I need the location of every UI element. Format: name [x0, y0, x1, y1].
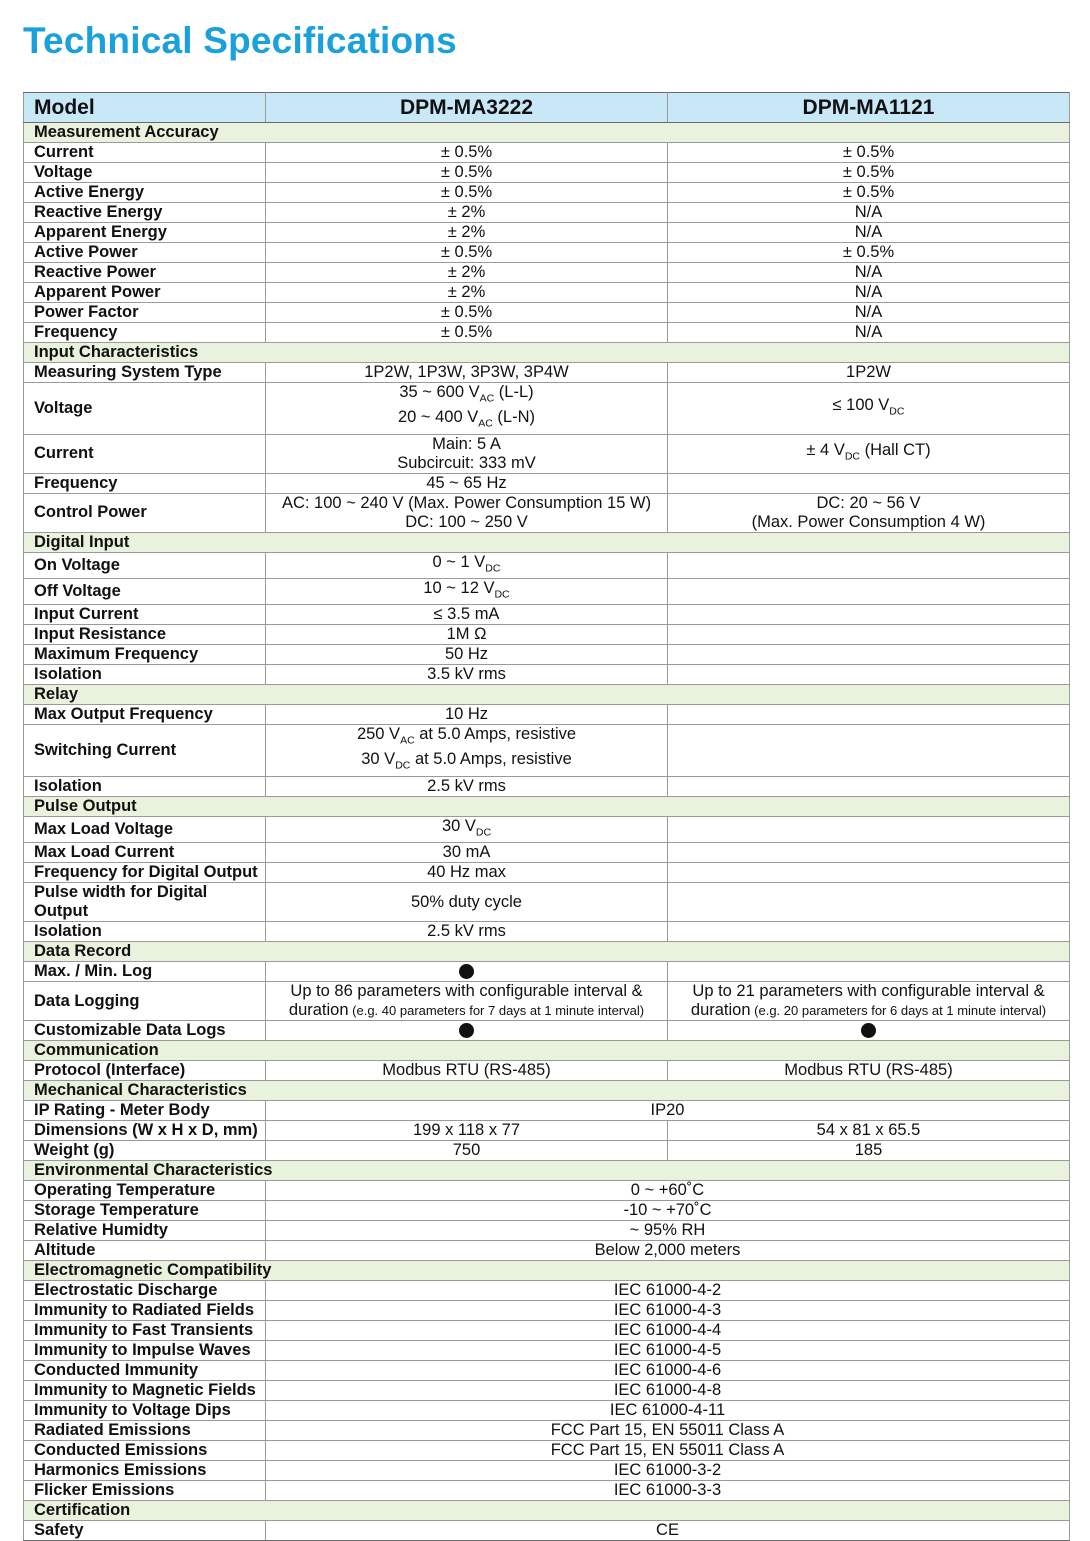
- value-model-2: [668, 843, 1070, 863]
- unit-subscript: DC: [395, 759, 411, 772]
- row-label: Power Factor: [24, 303, 266, 323]
- row-label: Measuring System Type: [24, 363, 266, 383]
- row-label: Radiated Emissions: [24, 1421, 266, 1441]
- section-mechanical: [24, 1081, 1070, 1101]
- value-model-1: 1P2W, 1P3W, 3P3W, 3P4W: [266, 363, 668, 383]
- value-model-2: [668, 473, 1070, 493]
- section-data-record: [24, 942, 1070, 962]
- row-label: Reactive Energy: [24, 203, 266, 223]
- row-label: Customizable Data Logs: [24, 1021, 266, 1041]
- row-label: Apparent Power: [24, 283, 266, 303]
- table-row: [24, 776, 1070, 796]
- row-label: Voltage: [24, 163, 266, 183]
- unit-subscript: DC: [494, 588, 510, 601]
- unit-subscript: DC: [485, 561, 501, 574]
- value-shared: IEC 61000-4-5: [266, 1341, 1070, 1361]
- row-label: Max Output Frequency: [24, 705, 266, 725]
- value-model-2: [668, 645, 1070, 665]
- table-row: [24, 552, 1070, 578]
- value-shared: IEC 61000-4-3: [266, 1301, 1070, 1321]
- row-label: Frequency: [24, 323, 266, 343]
- header-row: [24, 93, 1070, 123]
- value-model-1: ≤ 3.5 mA: [266, 605, 668, 625]
- table-row: [24, 493, 1070, 532]
- value-text: duration: [288, 1001, 349, 1020]
- table-row: [24, 843, 1070, 863]
- row-label: Current: [24, 434, 266, 473]
- value-text: 0 ~ 1 V: [432, 552, 486, 571]
- table-row: [24, 863, 1070, 883]
- row-label: Immunity to Magnetic Fields: [24, 1381, 266, 1401]
- row-label: Storage Temperature: [24, 1201, 266, 1221]
- value-model-2: [668, 552, 1070, 578]
- value-model-1: ± 0.5%: [266, 303, 668, 323]
- supported-dot-icon: [459, 1023, 474, 1038]
- table-row: [24, 1521, 1070, 1541]
- value-model-1: [266, 1021, 668, 1041]
- value-model-1: 50 Hz: [266, 645, 668, 665]
- table-row: [24, 163, 1070, 183]
- value-model-2: [668, 383, 1070, 435]
- row-label: Frequency for Digital Output: [24, 863, 266, 883]
- value-model-1: ± 2%: [266, 283, 668, 303]
- table-row: [24, 1201, 1070, 1221]
- value-model-1: ± 0.5%: [266, 243, 668, 263]
- row-label: Immunity to Impulse Waves: [24, 1341, 266, 1361]
- value-model-2: [668, 982, 1070, 1021]
- value-model-1: 30 mA: [266, 843, 668, 863]
- section-emc: [24, 1261, 1070, 1281]
- value-text: Up to 86 parameters with configurable interval &: [290, 982, 643, 1001]
- section-certification: [24, 1501, 1070, 1521]
- value-model-2: ± 0.5%: [668, 143, 1070, 163]
- table-row: [24, 578, 1070, 604]
- table-row: [24, 434, 1070, 473]
- table-row: [24, 183, 1070, 203]
- table-row: [24, 883, 1070, 922]
- value-model-1: 1M Ω: [266, 625, 668, 645]
- row-label: Apparent Energy: [24, 223, 266, 243]
- row-label: Conducted Immunity: [24, 1361, 266, 1381]
- row-label: Flicker Emissions: [24, 1481, 266, 1501]
- value-model-1: ± 0.5%: [266, 143, 668, 163]
- table-row: [24, 1121, 1070, 1141]
- value-shared: IEC 61000-3-2: [266, 1461, 1070, 1481]
- section-environmental: [24, 1161, 1070, 1181]
- table-row: [24, 1441, 1070, 1461]
- value-shared: FCC Part 15, EN 55011 Class A: [266, 1421, 1070, 1441]
- value-text: 30 V: [441, 816, 476, 835]
- value-model-1: ± 0.5%: [266, 163, 668, 183]
- table-row: [24, 605, 1070, 625]
- value-model-2: Modbus RTU (RS-485): [668, 1061, 1070, 1081]
- value-model-1: 2.5 kV rms: [266, 776, 668, 796]
- value-text: DC: 20 ~ 56 V: [816, 493, 921, 512]
- section-communication: [24, 1041, 1070, 1061]
- row-label: Voltage: [24, 383, 266, 435]
- section-title: Communication: [24, 1041, 1070, 1061]
- table-row: [24, 1061, 1070, 1081]
- section-title: Pulse Output: [24, 796, 1070, 816]
- value-model-2: ± 0.5%: [668, 163, 1070, 183]
- value-text: AC: 100 ~ 240 V (Max. Power Consumption 15 W): [281, 493, 652, 512]
- value-shared: IEC 61000-4-2: [266, 1281, 1070, 1301]
- row-label: Safety: [24, 1521, 266, 1541]
- unit-subscript: AC: [400, 734, 415, 747]
- value-model-2: [668, 493, 1070, 532]
- unit-subscript: DC: [889, 404, 905, 417]
- table-row: [24, 816, 1070, 842]
- value-model-1: [266, 725, 668, 777]
- value-text: at 5.0 Amps, resistive: [414, 725, 577, 744]
- row-label: Immunity to Voltage Dips: [24, 1401, 266, 1421]
- table-row: [24, 223, 1070, 243]
- table-row: [24, 1421, 1070, 1441]
- value-model-1: [266, 962, 668, 982]
- row-label: Conducted Emissions: [24, 1441, 266, 1461]
- value-text: Main: 5 A: [432, 434, 501, 453]
- table-row: [24, 1301, 1070, 1321]
- table-row: [24, 283, 1070, 303]
- value-model-2: [668, 776, 1070, 796]
- value-text: ≤ 100 V: [832, 395, 890, 414]
- value-model-1: ± 2%: [266, 263, 668, 283]
- value-model-2: N/A: [668, 323, 1070, 343]
- value-model-2: 185: [668, 1141, 1070, 1161]
- table-row: [24, 243, 1070, 263]
- value-model-2: [668, 863, 1070, 883]
- header-model-label: Model: [24, 93, 266, 123]
- spec-table: [23, 92, 1070, 1541]
- value-model-1: [266, 383, 668, 435]
- value-model-1: 2.5 kV rms: [266, 922, 668, 942]
- value-shared: IEC 61000-4-11: [266, 1401, 1070, 1421]
- row-label: Harmonics Emissions: [24, 1461, 266, 1481]
- value-model-2: 1P2W: [668, 363, 1070, 383]
- value-model-1: 45 ~ 65 Hz: [266, 473, 668, 493]
- unit-subscript: AC: [479, 392, 495, 405]
- value-shared: IEC 61000-4-4: [266, 1321, 1070, 1341]
- table-row: [24, 1281, 1070, 1301]
- row-label: Input Resistance: [24, 625, 266, 645]
- section-measurement-accuracy: [24, 123, 1070, 143]
- value-shared: 0 ~ +60˚C: [266, 1181, 1070, 1201]
- section-input-characteristics: [24, 343, 1070, 363]
- table-row: [24, 1141, 1070, 1161]
- value-model-2: N/A: [668, 283, 1070, 303]
- row-label: On Voltage: [24, 552, 266, 578]
- section-title: Relay: [24, 685, 1070, 705]
- table-row: [24, 383, 1070, 435]
- row-label: Data Logging: [24, 982, 266, 1021]
- table-row: [24, 1321, 1070, 1341]
- table-row: [24, 1021, 1070, 1041]
- table-row: [24, 645, 1070, 665]
- value-model-1: 10 Hz: [266, 705, 668, 725]
- value-model-2: [668, 434, 1070, 473]
- table-row: [24, 1381, 1070, 1401]
- table-row: [24, 705, 1070, 725]
- row-label: Weight (g): [24, 1141, 266, 1161]
- row-label: Max Load Current: [24, 843, 266, 863]
- value-shared: IEC 61000-3-3: [266, 1481, 1070, 1501]
- value-shared: CE: [266, 1521, 1070, 1541]
- value-text: (Max. Power Consumption 4 W): [751, 512, 986, 531]
- value-model-2: [668, 665, 1070, 685]
- value-shared: FCC Part 15, EN 55011 Class A: [266, 1441, 1070, 1461]
- value-model-1: [266, 434, 668, 473]
- row-label: Isolation: [24, 776, 266, 796]
- value-text: (L-N): [492, 408, 536, 427]
- row-label: Active Energy: [24, 183, 266, 203]
- value-model-1: ± 0.5%: [266, 323, 668, 343]
- value-model-1: ± 2%: [266, 223, 668, 243]
- value-text: duration: [690, 1001, 751, 1020]
- table-row: [24, 1401, 1070, 1421]
- row-label: Altitude: [24, 1241, 266, 1261]
- row-label: Active Power: [24, 243, 266, 263]
- value-text: 20 ~ 400 V: [397, 408, 479, 427]
- value-model-2: [668, 1021, 1070, 1041]
- value-model-2: 54 x 81 x 65.5: [668, 1121, 1070, 1141]
- value-model-2: [668, 922, 1070, 942]
- value-shared: ~ 95% RH: [266, 1221, 1070, 1241]
- row-label: Pulse width for Digital Output: [24, 883, 266, 922]
- value-model-2: [668, 883, 1070, 922]
- unit-subscript: DC: [844, 450, 860, 463]
- section-pulse-output: [24, 796, 1070, 816]
- value-text: Subcircuit: 333 mV: [397, 453, 536, 472]
- row-label: Electrostatic Discharge: [24, 1281, 266, 1301]
- value-model-1: ± 2%: [266, 203, 668, 223]
- header-model-2: DPM-MA1121: [668, 93, 1070, 123]
- row-label: Frequency: [24, 473, 266, 493]
- value-model-2: [668, 962, 1070, 982]
- value-text: DC: 100 ~ 250 V: [405, 512, 528, 531]
- section-title: Input Characteristics: [24, 343, 1070, 363]
- value-text: 35 ~ 600 V: [399, 383, 480, 401]
- value-model-1: [266, 493, 668, 532]
- row-label: Immunity to Radiated Fields: [24, 1301, 266, 1321]
- value-model-1: [266, 578, 668, 604]
- table-row: [24, 625, 1070, 645]
- table-row: [24, 1481, 1070, 1501]
- table-row: [24, 1461, 1070, 1481]
- row-label: Max. / Min. Log: [24, 962, 266, 982]
- section-title: Mechanical Characteristics: [24, 1081, 1070, 1101]
- row-label: Protocol (Interface): [24, 1061, 266, 1081]
- value-shared: Below 2,000 meters: [266, 1241, 1070, 1261]
- value-text: Up to 21 parameters with configurable interval &: [692, 982, 1045, 1001]
- unit-subscript: DC: [475, 826, 492, 839]
- value-model-2: [668, 605, 1070, 625]
- table-row: [24, 665, 1070, 685]
- table-row: [24, 962, 1070, 982]
- table-row: [24, 725, 1070, 777]
- unit-subscript: AC: [478, 417, 493, 430]
- row-label: Switching Current: [24, 725, 266, 777]
- supported-dot-icon: [459, 964, 474, 979]
- value-model-1: [266, 982, 668, 1021]
- value-shared: -10 ~ +70˚C: [266, 1201, 1070, 1221]
- value-model-2: [668, 725, 1070, 777]
- row-label: Control Power: [24, 493, 266, 532]
- value-model-2: [668, 578, 1070, 604]
- table-row: [24, 982, 1070, 1021]
- row-label: Off Voltage: [24, 578, 266, 604]
- value-text: 250 V: [356, 725, 401, 744]
- value-model-2: N/A: [668, 303, 1070, 323]
- table-row: [24, 203, 1070, 223]
- value-model-2: N/A: [668, 203, 1070, 223]
- value-model-1: Modbus RTU (RS-485): [266, 1061, 668, 1081]
- row-label: Relative Humidty: [24, 1221, 266, 1241]
- table-row: [24, 1361, 1070, 1381]
- value-text: 30 V: [361, 750, 396, 769]
- value-model-2: ± 0.5%: [668, 243, 1070, 263]
- section-relay: [24, 685, 1070, 705]
- row-label: Isolation: [24, 665, 266, 685]
- section-title: Electromagnetic Compatibility: [24, 1261, 1070, 1281]
- value-model-2: N/A: [668, 223, 1070, 243]
- section-digital-input: [24, 532, 1070, 552]
- table-row: [24, 1221, 1070, 1241]
- page-title: Technical Specifications: [23, 20, 457, 61]
- table-row: [24, 143, 1070, 163]
- table-row: [24, 1181, 1070, 1201]
- supported-dot-icon: [861, 1023, 876, 1038]
- value-model-1: 750: [266, 1141, 668, 1161]
- value-model-1: 40 Hz max: [266, 863, 668, 883]
- row-label: IP Rating - Meter Body: [24, 1101, 266, 1121]
- table-row: [24, 363, 1070, 383]
- section-title: Certification: [24, 1501, 1070, 1521]
- row-label: Reactive Power: [24, 263, 266, 283]
- row-label: Immunity to Fast Transients: [24, 1321, 266, 1341]
- row-label: Isolation: [24, 922, 266, 942]
- value-model-1: ± 0.5%: [266, 183, 668, 203]
- table-row: [24, 1341, 1070, 1361]
- table-row: [24, 263, 1070, 283]
- table-row: [24, 473, 1070, 493]
- value-note: (e.g. 40 parameters for 7 days at 1 minute interval): [348, 1003, 645, 1019]
- table-row: [24, 323, 1070, 343]
- section-title: Digital Input: [24, 532, 1070, 552]
- value-model-1: [266, 816, 668, 842]
- value-text: (L-L): [494, 383, 534, 401]
- value-shared: IEC 61000-4-8: [266, 1381, 1070, 1401]
- table-row: [24, 1241, 1070, 1261]
- table-row: [24, 1101, 1070, 1121]
- value-text: at 5.0 Amps, resistive: [410, 750, 572, 769]
- value-model-2: N/A: [668, 263, 1070, 283]
- row-label: Maximum Frequency: [24, 645, 266, 665]
- value-model-2: [668, 816, 1070, 842]
- section-title: Environmental Characteristics: [24, 1161, 1070, 1181]
- value-shared: IEC 61000-4-6: [266, 1361, 1070, 1381]
- section-title: Data Record: [24, 942, 1070, 962]
- section-title: Measurement Accuracy: [24, 123, 1070, 143]
- value-model-2: [668, 705, 1070, 725]
- table-row: [24, 922, 1070, 942]
- value-note: (e.g. 20 parameters for 6 days at 1 minute interval): [750, 1003, 1047, 1019]
- row-label: Current: [24, 143, 266, 163]
- table-row: [24, 303, 1070, 323]
- value-model-1: 199 x 118 x 77: [266, 1121, 668, 1141]
- value-text: ± 4 V: [806, 440, 845, 459]
- value-model-2: [668, 625, 1070, 645]
- value-text: 10 ~ 12 V: [423, 578, 495, 597]
- value-text: (Hall CT): [860, 440, 931, 459]
- value-shared: IP20: [266, 1101, 1070, 1121]
- row-label: Input Current: [24, 605, 266, 625]
- value-model-1: [266, 552, 668, 578]
- row-label: Dimensions (W x H x D, mm): [24, 1121, 266, 1141]
- value-model-2: ± 0.5%: [668, 183, 1070, 203]
- header-model-1: DPM-MA3222: [266, 93, 668, 123]
- value-model-1: 50% duty cycle: [266, 883, 668, 922]
- value-model-1: 3.5 kV rms: [266, 665, 668, 685]
- row-label: Max Load Voltage: [24, 816, 266, 842]
- row-label: Operating Temperature: [24, 1181, 266, 1201]
